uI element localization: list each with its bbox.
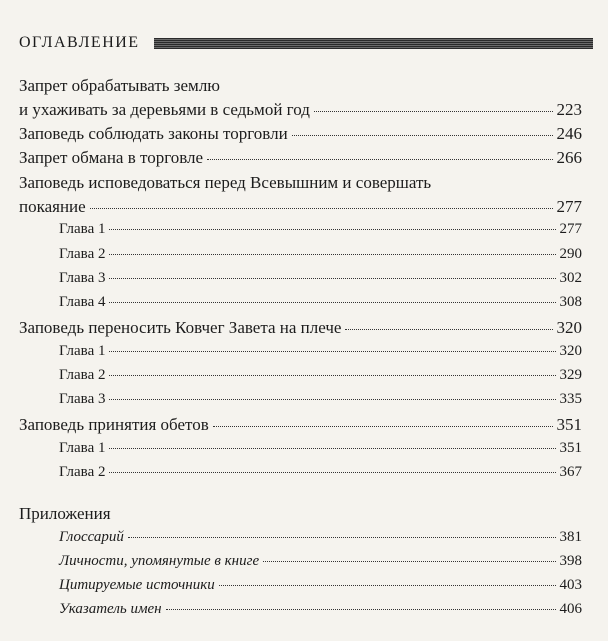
toc-leader xyxy=(128,537,556,538)
appendix-title: Приложения xyxy=(19,504,111,523)
toc-leader xyxy=(109,375,555,376)
toc-entry[interactable] xyxy=(19,148,582,168)
toc-entry-page: 277 xyxy=(559,221,582,237)
toc-entry-title: Цитируемые источники xyxy=(59,577,215,593)
toc-leader xyxy=(166,609,556,610)
toc-chapter-entry[interactable] xyxy=(19,391,582,408)
toc-entry-page: 351 xyxy=(556,415,582,434)
toc-leader xyxy=(109,351,555,352)
toc-entry[interactable] xyxy=(19,197,582,217)
toc-entry-page: 302 xyxy=(559,270,582,286)
appendix-entry[interactable] xyxy=(19,577,582,594)
toc-entry-title: Глава 2 xyxy=(59,246,106,262)
toc-leader xyxy=(345,329,552,330)
toc-entry-title: Глава 1 xyxy=(59,440,106,456)
toc-entry-title: Заповедь соблюдать законы торговли xyxy=(19,124,288,143)
appendix-entry[interactable] xyxy=(19,601,582,618)
toc-entry-page: 223 xyxy=(556,100,582,119)
toc-entry[interactable] xyxy=(19,318,582,338)
toc-chapter-entry[interactable] xyxy=(19,367,582,384)
toc-entry-title: и ухаживать за деревьями в седьмой год xyxy=(19,100,310,119)
toc-leader xyxy=(109,302,555,303)
toc-entry-title: Заповедь исповедоваться перед Всевышним и совершать xyxy=(19,173,432,192)
header-rule-decoration xyxy=(154,38,593,49)
appendix-entry[interactable] xyxy=(19,529,582,546)
toc-entry-title: Глава 4 xyxy=(59,294,106,310)
toc-entry-title: Глава 3 xyxy=(59,391,106,407)
toc-entry-title: Глава 2 xyxy=(59,367,106,383)
toc-chapter-entry[interactable] xyxy=(19,246,582,263)
toc-entry-title: Запрет обмана в торговле xyxy=(19,148,204,167)
toc-entry-title: Заповедь переносить Ковчег Завета на плече xyxy=(19,318,342,337)
toc-entry[interactable] xyxy=(19,76,582,96)
toc-leader xyxy=(207,159,552,160)
toc-entry-title: покаяние xyxy=(19,197,86,216)
toc-entry-title: Глава 1 xyxy=(59,221,106,237)
toc-entry[interactable] xyxy=(19,100,582,120)
toc-leader xyxy=(109,472,555,473)
toc-entry[interactable] xyxy=(19,124,582,144)
toc-leader xyxy=(109,399,555,400)
toc-entry-title: Глоссарий xyxy=(59,529,124,545)
toc-chapter-entry[interactable] xyxy=(19,440,582,457)
toc-leader xyxy=(109,254,555,255)
toc-header xyxy=(19,30,593,56)
toc-entry-title: Указатель имен xyxy=(59,601,162,617)
toc-heading: ОГЛАВЛЕНИЕ xyxy=(19,34,140,51)
toc-entry-page: 351 xyxy=(559,440,582,456)
toc-leader xyxy=(263,561,555,562)
toc-chapter-entry[interactable] xyxy=(19,464,582,481)
toc-entry-title: Глава 3 xyxy=(59,270,106,286)
toc-entry-title: Глава 1 xyxy=(59,343,106,359)
toc-entry-page: 406 xyxy=(559,601,582,617)
toc-leader xyxy=(109,278,555,279)
appendix-entry[interactable] xyxy=(19,553,582,570)
toc-leader xyxy=(314,111,553,112)
toc-chapter-entry[interactable] xyxy=(19,294,582,311)
toc-entry-page: 367 xyxy=(559,464,582,480)
toc-entry-page: 277 xyxy=(556,197,582,216)
toc-entry-page: 403 xyxy=(559,577,582,593)
toc-leader xyxy=(292,135,553,136)
toc-entry[interactable] xyxy=(19,415,582,435)
toc-entry-page: 320 xyxy=(556,318,582,337)
toc-entry[interactable] xyxy=(19,173,582,193)
toc-leader xyxy=(213,426,553,427)
toc-entry-page: 381 xyxy=(559,529,582,545)
toc-chapter-entry[interactable] xyxy=(19,343,582,360)
toc-leader xyxy=(90,208,553,209)
toc-entry-page: 329 xyxy=(559,367,582,383)
toc-entry-title: Запрет обрабатывать землю xyxy=(19,76,221,95)
toc-entry-page: 266 xyxy=(556,148,582,167)
toc-leader xyxy=(109,229,555,230)
toc-entry-page: 320 xyxy=(559,343,582,359)
appendix-heading[interactable] xyxy=(19,504,582,524)
toc-chapter-entry[interactable] xyxy=(19,270,582,287)
toc-entry-title: Личности, упомянутые в книге xyxy=(59,553,260,569)
toc-entry-page: 246 xyxy=(556,124,582,143)
toc-entry-title: Заповедь принятия обетов xyxy=(19,415,209,434)
toc-entry-page: 308 xyxy=(559,294,582,310)
toc-chapter-entry[interactable] xyxy=(19,221,582,238)
toc-leader xyxy=(109,448,555,449)
toc-leader xyxy=(219,585,556,586)
toc-entry-page: 290 xyxy=(559,246,582,262)
toc-entry-page: 335 xyxy=(559,391,582,407)
toc-entry-page: 398 xyxy=(559,553,582,569)
toc-entry-title: Глава 2 xyxy=(59,464,106,480)
